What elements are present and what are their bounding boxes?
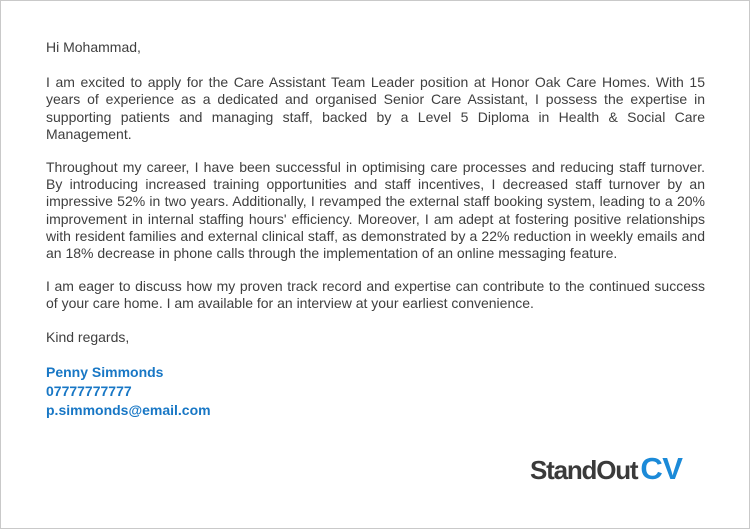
cover-letter bbox=[46, 39, 705, 420]
letter-paragraph-intro: I am excited to apply for the Care Assistant Team Leader position at Honor Oak Care Homes. With 15 years of experience as a dedicated and organised Senior Care Assistant, I possess the expertise in supporting patients and managing staff, backed by a Level 5 Diploma in Health & Social Care Management. bbox=[46, 74, 705, 142]
standout-cv-logo bbox=[530, 451, 682, 491]
letter-paragraph-experience: Throughout my career, I have been successful in optimising care processes and reducing staff turnover. By introducing increased training opportunities and staff incentives, I decreased staff turnover by an impressive 52% in two years. Additionally, I revamped the external staff booking system, leading to a 20% improvement in internal staffing hours' efficiency. Moreover, I am adept at fostering positive relationships with resident families and external clinical staff, as demonstrated by a 22% reduction in weekly emails and an 18% decrease in phone calls through the implementation of an online messaging feature. bbox=[46, 159, 705, 262]
signature-phone: 07777777777 bbox=[46, 382, 132, 399]
signature-email: p.simmonds@email.com bbox=[46, 401, 211, 418]
letter-paragraph-closing: I am eager to discuss how my proven track record and expertise can contribute to the continued success of your care home. I am available for an interview at your earliest convenience. bbox=[46, 278, 705, 312]
signature-block bbox=[46, 363, 705, 420]
letter-signoff: Kind regards, bbox=[46, 328, 130, 345]
signature-name: Penny Simmonds bbox=[46, 363, 164, 380]
logo-wordmark: StandOut bbox=[530, 455, 638, 485]
logo-accent: CV bbox=[640, 451, 683, 486]
letter-greeting: Hi Mohammad, bbox=[46, 39, 141, 55]
